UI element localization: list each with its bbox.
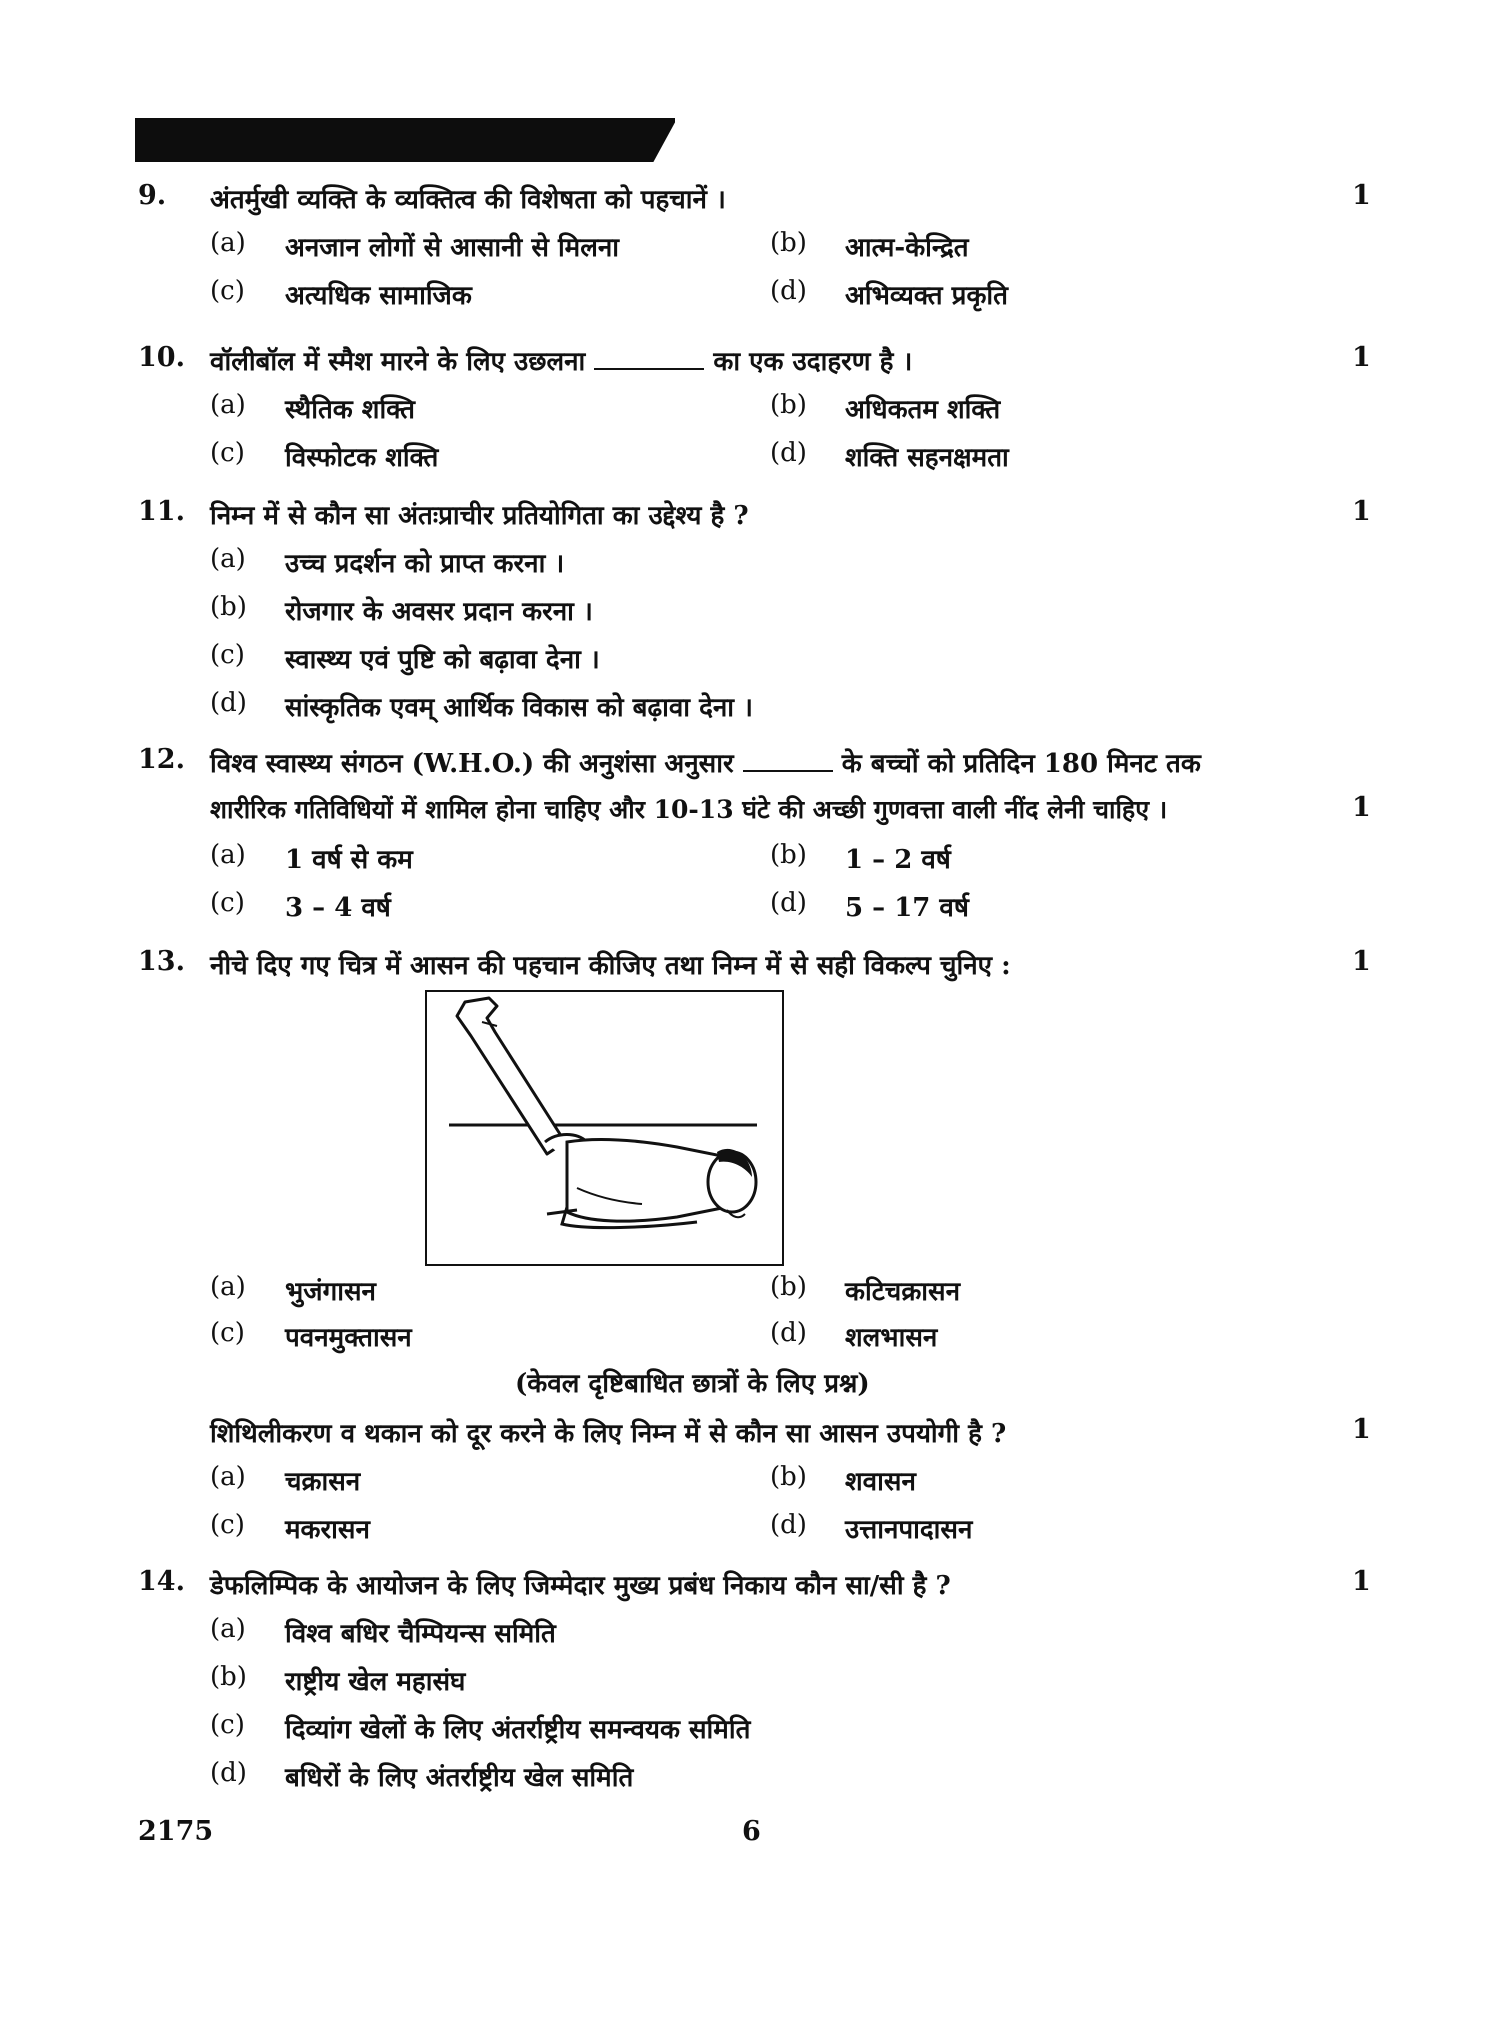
vi-option-a-text: चक्रासन [285, 1467, 361, 1497]
vi-question-marks: 1 [1352, 1414, 1371, 1445]
q11-option-a-text: उच्च प्रदर्शन को प्राप्त करना । [285, 549, 565, 579]
q12-option-d-text: 5 – 17 वर्ष [845, 893, 969, 923]
question-13-number: 13. [138, 946, 185, 977]
question-12-number: 12. [138, 744, 185, 775]
q10-option-c-text: विस्फोटक शक्ति [285, 443, 439, 473]
q9-option-a-text: अनजान लोगों से आसानी से मिलना [285, 233, 620, 263]
q13-option-c-text: पवनमुक्तासन [285, 1323, 412, 1353]
q14-option-b-letter: (b) [210, 1662, 247, 1692]
question-11-text: निम्न में से कौन सा अंतःप्राचीर प्रतियोगिता का उद्देश्य है ? [210, 501, 749, 531]
q12-option-b-letter: (b) [770, 840, 807, 870]
vi-option-b-text: शवासन [845, 1467, 916, 1497]
q12-option-d-letter: (d) [770, 888, 807, 918]
asana-illustration [427, 992, 782, 1264]
q10-option-c-letter: (c) [210, 438, 245, 468]
question-10-text-after: का एक उदाहरण है । [713, 347, 913, 377]
q13-option-a-text: भुजंगासन [285, 1277, 376, 1307]
question-9-text: अंतर्मुखी व्यक्ति के व्यक्तित्व की विशेषता को पहचानें । [210, 185, 726, 215]
question-12-line1-after: के बच्चों को प्रतिदिन 180 मिनट तक [841, 749, 1201, 779]
question-13-marks: 1 [1352, 946, 1371, 977]
q11-option-b-letter: (b) [210, 592, 247, 622]
question-10-number: 10. [138, 342, 185, 373]
vi-option-c-letter: (c) [210, 1510, 245, 1540]
q11-option-d-text: सांस्कृतिक एवम् आर्थिक विकास को बढ़ावा देना । [285, 693, 753, 723]
q10-option-d-text: शक्ति सहनक्षमता [845, 443, 1009, 473]
q10-option-b-letter: (b) [770, 390, 807, 420]
q13-option-b-letter: (b) [770, 1272, 807, 1302]
question-14-marks: 1 [1352, 1566, 1371, 1597]
q14-option-a-letter: (a) [210, 1614, 246, 1644]
question-12-marks: 1 [1352, 792, 1371, 823]
question-14-number: 14. [138, 1566, 185, 1597]
vi-option-d-text: उत्तानपादासन [845, 1515, 973, 1545]
question-10-marks: 1 [1352, 342, 1371, 373]
q9-option-d-letter: (d) [770, 276, 807, 306]
q11-option-b-text: रोजगार के अवसर प्रदान करना । [285, 597, 593, 627]
q12-option-a-text: 1 वर्ष से कम [285, 845, 413, 875]
q12-option-c-letter: (c) [210, 888, 245, 918]
q12-option-a-letter: (a) [210, 840, 246, 870]
question-9-number: 9. [138, 180, 167, 211]
q11-option-c-text: स्वास्थ्य एवं पुष्टि को बढ़ावा देना । [285, 645, 600, 675]
question-9-marks: 1 [1352, 180, 1371, 211]
q14-option-b-text: राष्ट्रीय खेल महासंघ [285, 1667, 466, 1697]
asana-figure [425, 990, 784, 1266]
question-14-text: डेफलिम्पिक के आयोजन के लिए जिम्मेदार मुख्य प्रबंध निकाय कौन सा/सी है ? [210, 1571, 951, 1601]
question-10-text [210, 342, 912, 378]
q13-option-c-letter: (c) [210, 1318, 245, 1348]
vi-option-d-letter: (d) [770, 1510, 807, 1540]
q13-option-d-text: शलभासन [845, 1323, 938, 1353]
q13-option-b-text: कटिचक्रासन [845, 1277, 961, 1307]
q10-option-a-letter: (a) [210, 390, 246, 420]
q11-option-a-letter: (a) [210, 544, 246, 574]
q12-option-c-text: 3 – 4 वर्ष [285, 893, 391, 923]
q10-option-b-text: अधिकतम शक्ति [845, 395, 1001, 425]
header-black-bar [135, 118, 675, 162]
q9-option-b-text: आत्म-केन्द्रित [845, 233, 969, 263]
question-12-line2: शारीरिक गतिविधियों में शामिल होना चाहिए और 10-13 घंटे की अच्छी गुणवत्ता वाली नींद लेनी चाहिए । [210, 795, 1168, 824]
q9-option-a-letter: (a) [210, 228, 246, 258]
q9-option-c-text: अत्यधिक सामाजिक [285, 281, 472, 311]
vi-option-c-text: मकरासन [285, 1515, 370, 1545]
question-10-blank [594, 362, 704, 370]
q14-option-c-letter: (c) [210, 1710, 245, 1740]
q13-option-d-letter: (d) [770, 1318, 807, 1348]
q14-option-c-text: दिव्यांग खेलों के लिए अंतर्राष्ट्रीय समन्वयक समिति [285, 1715, 751, 1745]
q9-option-d-text: अभिव्यक्त प्रकृति [845, 281, 1008, 311]
q12-option-b-text: 1 – 2 वर्ष [845, 845, 951, 875]
q11-option-c-letter: (c) [210, 640, 245, 670]
question-12-line1-before: विश्व स्वास्थ्य संगठन (W.H.O.) की अनुशंसा अनुसार [210, 749, 734, 779]
q10-option-d-letter: (d) [770, 438, 807, 468]
q9-option-c-letter: (c) [210, 276, 245, 306]
q14-option-d-text: बधिरों के लिए अंतर्राष्ट्रीय खेल समिति [285, 1763, 634, 1793]
vi-option-b-letter: (b) [770, 1462, 807, 1492]
q14-option-d-letter: (d) [210, 1758, 247, 1788]
q10-option-a-text: स्थैतिक शक्ति [285, 395, 415, 425]
q13-option-a-letter: (a) [210, 1272, 246, 1302]
q9-option-b-letter: (b) [770, 228, 807, 258]
question-12-blank [743, 764, 833, 772]
paper-code: 2175 [138, 1816, 214, 1847]
vi-option-a-letter: (a) [210, 1462, 246, 1492]
vi-question-text: शिथिलीकरण व थकान को दूर करने के लिए निम्न में से कौन सा आसन उपयोगी है ? [210, 1419, 1007, 1449]
page-number: 6 [742, 1816, 761, 1847]
visually-impaired-heading: (केवल दृष्टिबाधित छात्रों के लिए प्रश्न) [515, 1369, 870, 1399]
q14-option-a-text: विश्व बधिर चैम्पियन्स समिति [285, 1619, 556, 1649]
q11-option-d-letter: (d) [210, 688, 247, 718]
question-13-text: नीचे दिए गए चित्र में आसन की पहचान कीजिए तथा निम्न में से सही विकल्प चुनिए : [210, 951, 1011, 981]
question-12-line1 [210, 744, 1201, 780]
question-11-number: 11. [138, 496, 185, 527]
question-11-marks: 1 [1352, 496, 1371, 527]
question-10-text-before: वॉलीबॉल में स्मैश मारने के लिए उछलना [210, 347, 586, 377]
